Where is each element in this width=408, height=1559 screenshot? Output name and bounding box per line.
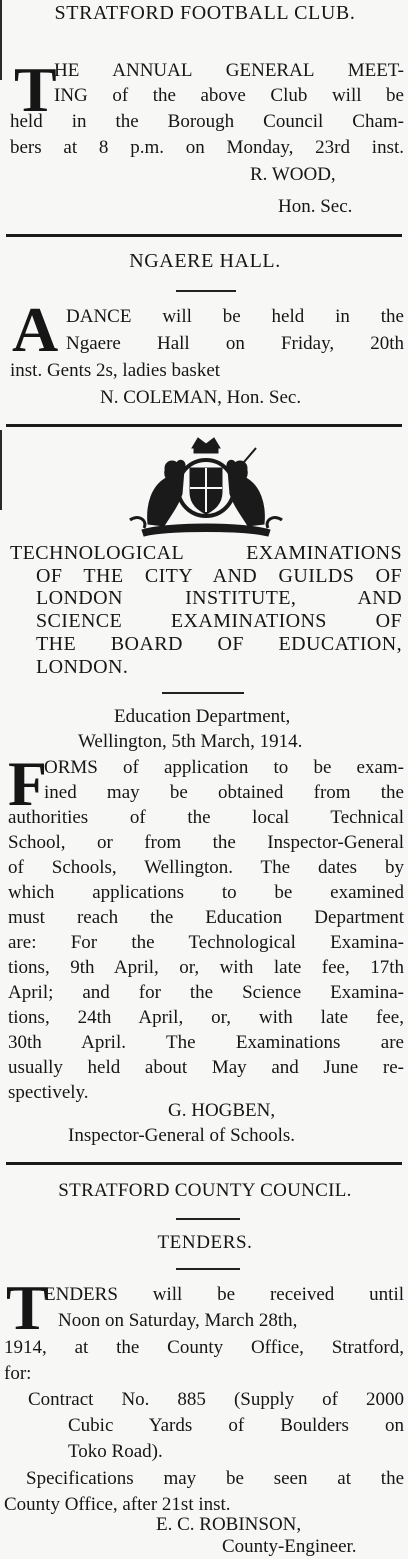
notice-title: NGAERE HALL. bbox=[129, 250, 281, 272]
body-line: are: For the Technological Examina- bbox=[8, 932, 404, 953]
body-line: 30th April. The Examinations are bbox=[8, 1032, 404, 1053]
body-line: must reach the Education Department bbox=[8, 907, 404, 928]
short-rule bbox=[176, 290, 236, 292]
body-line: which applications to be examined bbox=[8, 882, 404, 903]
contract-line: Cubic Yards of Boulders on bbox=[68, 1415, 404, 1436]
short-rule bbox=[162, 692, 244, 694]
body-line: inst. Gents 2s, ladies basket bbox=[10, 360, 221, 381]
short-rule bbox=[176, 1268, 240, 1270]
body-line: 1914, at the County Office, Stratford, bbox=[4, 1337, 404, 1358]
notice-title: STRATFORD COUNTY COUNCIL. bbox=[58, 1180, 352, 1201]
heading-line: OF THE CITY AND GUILDS OF bbox=[36, 565, 402, 587]
body-line: tions, 24th April, or, with late fee, bbox=[8, 1007, 404, 1028]
column-edge-line bbox=[0, 430, 2, 510]
signer-name: E. C. ROBINSON, bbox=[156, 1514, 302, 1535]
body-line: tions, 9th April, or, with late fee, 17th bbox=[8, 957, 404, 978]
heading-line: SCIENCE EXAMINATIONS OF bbox=[36, 610, 402, 632]
column-edge-line bbox=[0, 0, 2, 80]
body-line: spectively. bbox=[8, 1082, 89, 1103]
body-line: Ngaere Hall on Friday, 20th bbox=[66, 333, 404, 354]
body-line: ined may be obtained from the bbox=[44, 782, 404, 803]
heading-line: LONDON. bbox=[36, 656, 129, 678]
body-line: usually held about May and June re- bbox=[8, 1057, 404, 1078]
body-line: authorities of the local Technical bbox=[8, 807, 404, 828]
signer-title: County-Engineer. bbox=[222, 1536, 357, 1557]
body-line: ENDERS will be received until bbox=[44, 1284, 404, 1305]
heading-line: LONDON INSTITUTE, AND bbox=[36, 587, 402, 609]
contract-line: Toko Road). bbox=[68, 1441, 163, 1462]
spec-line: County Office, after 21st inst. bbox=[4, 1494, 231, 1515]
place-date-line: Wellington, 5th March, 1914. bbox=[78, 731, 303, 752]
body-line: for: bbox=[4, 1363, 32, 1384]
spec-line: Specifications may be seen at the bbox=[26, 1468, 404, 1489]
body-line: of Schools, Wellington. The dates by bbox=[8, 857, 404, 878]
body-line: bers at 8 p.m. on Monday, 23rd inst. bbox=[10, 137, 404, 158]
body-line: School, or from the Inspector-General bbox=[8, 832, 404, 853]
signer-name: N. COLEMAN, Hon. Sec. bbox=[100, 387, 302, 408]
drop-cap: A bbox=[12, 294, 59, 365]
drop-cap: F bbox=[8, 748, 48, 819]
drop-cap: T bbox=[14, 54, 57, 125]
contract-line: Contract No. 885 (Supply of 2000 bbox=[28, 1389, 404, 1410]
body-line: ORMS of application to be exam- bbox=[44, 757, 404, 778]
short-rule bbox=[176, 1218, 240, 1220]
royal-coat-of-arms-icon bbox=[118, 434, 294, 538]
section-divider bbox=[6, 234, 402, 237]
body-line: held in the Borough Council Cham- bbox=[10, 111, 404, 132]
notice-title: STRATFORD FOOTBALL CLUB. bbox=[54, 2, 356, 24]
section-divider bbox=[6, 424, 402, 427]
dept-line: Education Department, bbox=[114, 706, 291, 727]
drop-cap: T bbox=[6, 1272, 49, 1343]
body-line: Noon on Saturday, March 28th, bbox=[58, 1310, 298, 1331]
body-line: ING of the above Club will be bbox=[54, 85, 404, 106]
signer-name: G. HOGBEN, bbox=[168, 1100, 276, 1121]
section-divider bbox=[6, 1162, 402, 1165]
signer-title: Hon. Sec. bbox=[278, 196, 353, 217]
heading-line: TECHNOLOGICAL EXAMINATIONS bbox=[10, 542, 402, 564]
body-line: April; and for the Science Examina- bbox=[8, 982, 404, 1003]
signer-title: Inspector-General of Schools. bbox=[68, 1125, 296, 1146]
heading-line: THE BOARD OF EDUCATION, bbox=[36, 633, 402, 655]
notice-subtitle: TENDERS. bbox=[157, 1232, 253, 1253]
body-line: HE ANNUAL GENERAL MEET- bbox=[54, 60, 404, 81]
signer-name: R. WOOD, bbox=[250, 164, 336, 185]
body-line: DANCE will be held in the bbox=[66, 306, 404, 327]
